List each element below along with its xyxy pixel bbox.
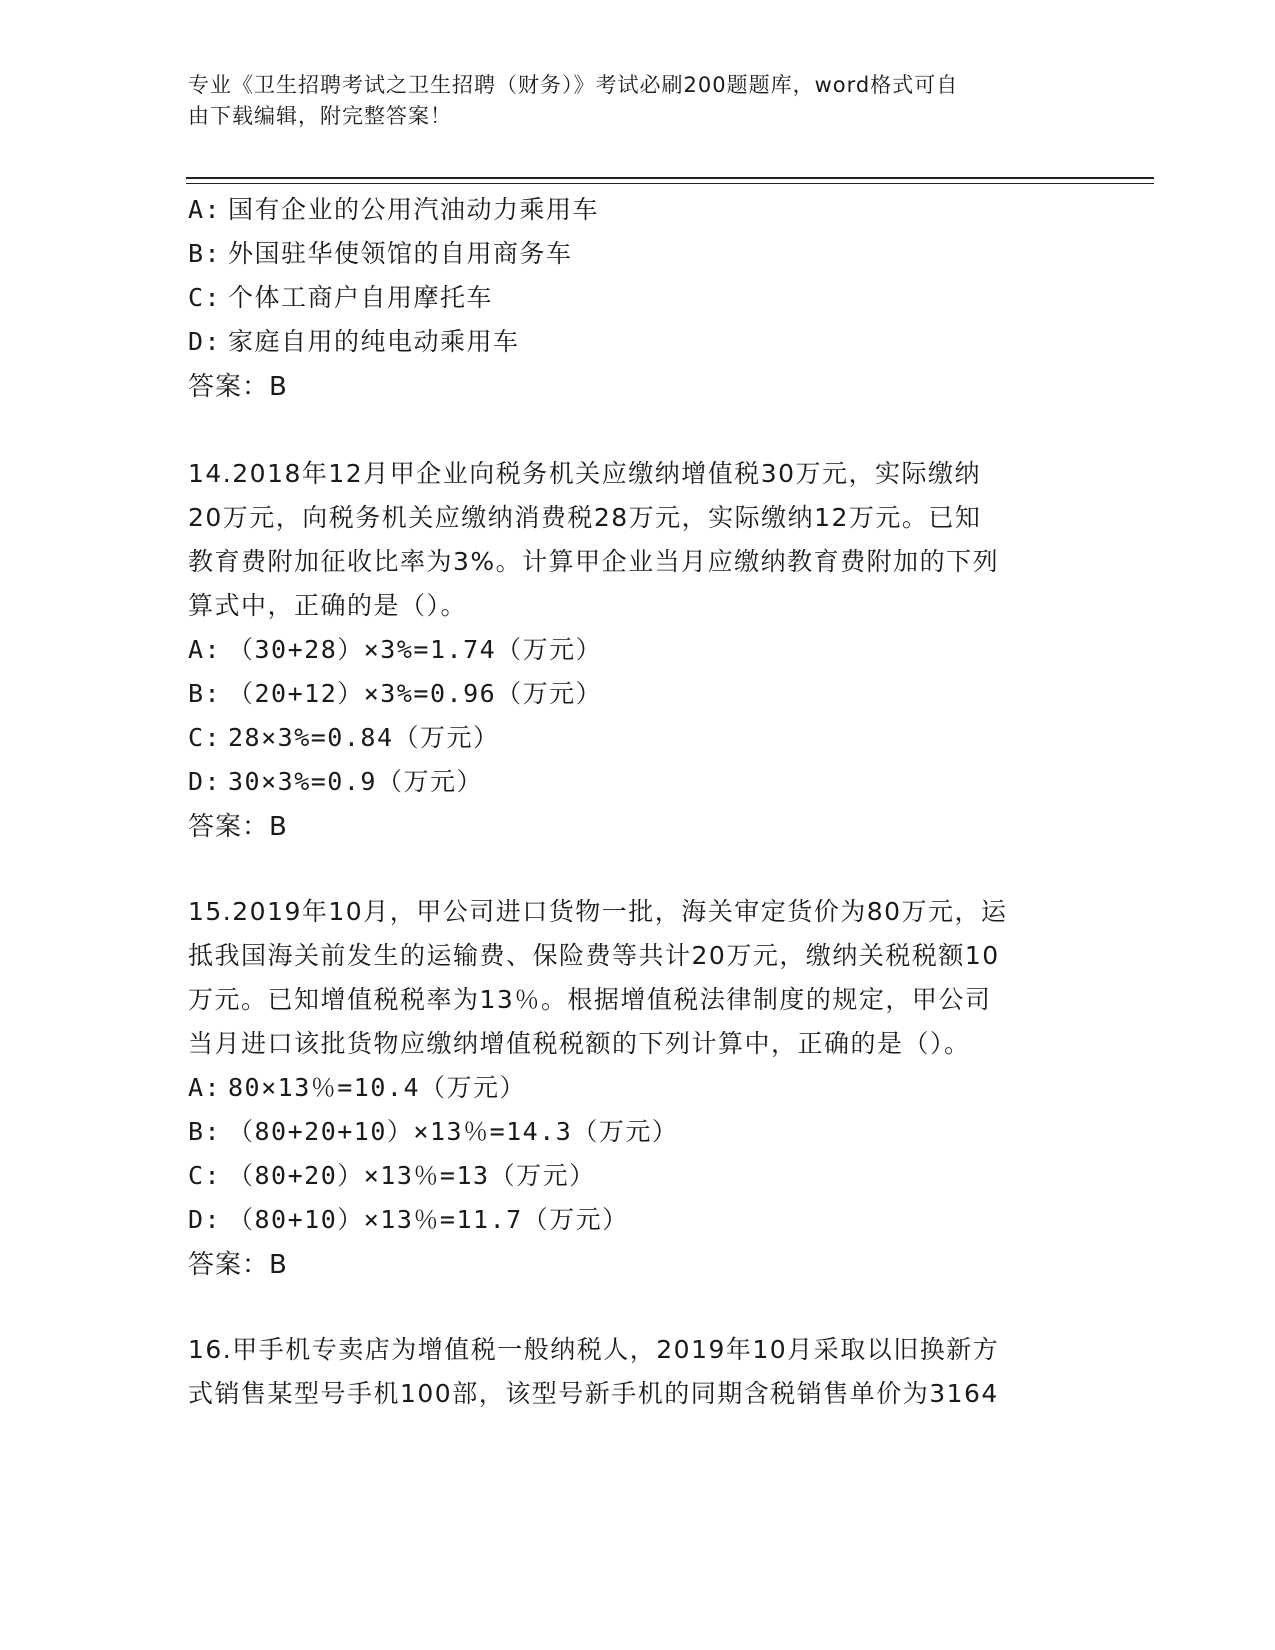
q15-option-a [188,1068,526,1104]
header-divider-thick [186,177,1154,179]
option-label: C: [188,723,222,752]
option-text: （80+20+10）×13％=14.3（万元） [228,1117,679,1146]
option-text: 30×3%=0.9（万元） [228,767,483,796]
q14-answer: 答案：B [188,812,288,842]
page-header [188,70,1088,132]
header-line-1: 专业《卫生招聘考试之卫生招聘（财务）》考试必刷200题题库，word格式可自 [188,73,959,97]
q16-stem-line-1: 16.甲手机专卖店为增值税一般纳税人，2019年10月采取以旧换新方 [188,1335,1000,1364]
option-label: A: [188,195,222,224]
header-line-2: 由下载编辑，附完整答案！ [188,104,452,128]
option-text: 28×3%=0.84（万元） [228,723,500,752]
option-text: 外国驻华使领馆的自用商务车 [228,239,573,268]
q15-option-d [188,1200,629,1236]
q14-option-a [188,630,602,666]
option-label: D: [188,767,222,796]
option-label: B: [188,679,222,708]
q15-answer: 答案：B [188,1250,288,1280]
header-divider-thin [186,183,1154,184]
q15-stem-line-1: 15.2019年10月，甲公司进口货物一批，海关审定货价为80万元，运 [188,897,1008,926]
option-label: B: [188,239,222,268]
q15-option-b [188,1112,678,1148]
option-label: A: [188,635,222,664]
q14-option-b [188,674,602,710]
option-label: C: [188,1161,222,1190]
option-text: （80+10）×13％=11.7（万元） [228,1205,629,1234]
q16-stem-line-2: 式销售某型号手机100部，该型号新手机的同期含税销售单价为3164 [188,1379,999,1408]
q14-stem-line-1: 14.2018年12月甲企业向税务机关应缴纳增值税30万元，实际缴纳 [188,459,982,488]
option-text: 80×13％=10.4（万元） [228,1073,527,1102]
option-text: 家庭自用的纯电动乘用车 [228,327,520,356]
option-text: （30+28）×3%=1.74（万元） [228,635,603,664]
q15-stem-line-2: 抵我国海关前发生的运输费、保险费等共计20万元，缴纳关税税额10 [188,941,1000,970]
option-text: （80+20）×13％=13（万元） [228,1161,596,1190]
q14-option-c [188,718,500,754]
option-label: C: [188,283,222,312]
q15-stem-line-3: 万元。已知增值税税率为13％。根据增值税法律制度的规定，甲公司 [188,985,992,1014]
option-label: D: [188,327,222,356]
q13-option-b [188,234,573,270]
q15-stem-line-4: 当月进口该批货物应缴纳增值税税额的下列计算中，正确的是（）。 [188,1029,971,1058]
q14-stem-line-2: 20万元，向税务机关应缴纳消费税28万元，实际缴纳12万元。已知 [188,503,982,532]
option-text: （20+12）×3%=0.96（万元） [228,679,603,708]
q13-answer: 答案：B [188,372,288,402]
q13-option-d [188,322,520,358]
option-label: D: [188,1205,222,1234]
q14-stem-line-3: 教育费附加征收比率为3%。计算甲企业当月应缴纳教育费附加的下列 [188,547,1000,576]
q13-option-c [188,278,493,314]
q14-option-d [188,762,483,798]
option-label: B: [188,1117,222,1146]
option-text: 国有企业的公用汽油动力乘用车 [228,195,600,224]
option-label: A: [188,1073,222,1102]
option-text: 个体工商户自用摩托车 [228,283,494,312]
q14-stem-line-4: 算式中，正确的是（）。 [188,591,468,620]
q15-option-c [188,1156,596,1192]
q13-option-a [188,190,599,226]
